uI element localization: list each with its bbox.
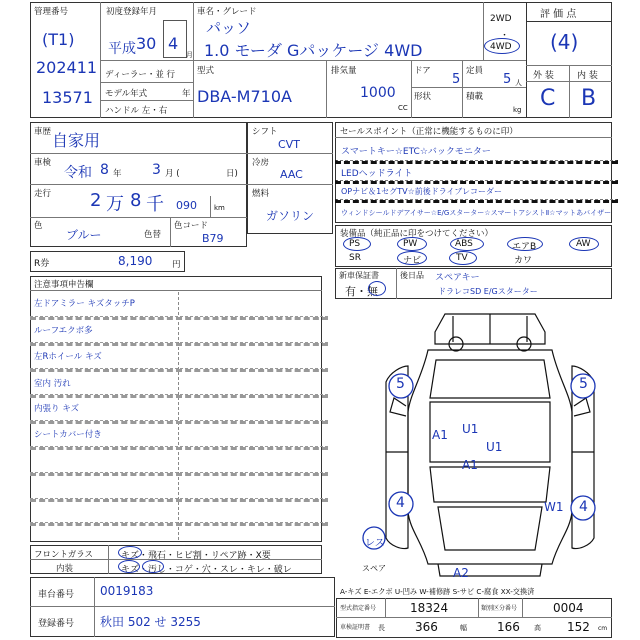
notes-label: 注意事項申告欄: [34, 280, 94, 290]
fuel-label: 燃料: [252, 189, 270, 199]
mark-w1: W1: [544, 500, 564, 514]
doors-value: 5: [452, 72, 461, 87]
car-diagram: [350, 302, 612, 584]
equipment-label: 装備品（純正品に印をつけてください）: [340, 229, 494, 239]
displacement-unit: CC: [398, 104, 408, 112]
mark-5-left: 5: [396, 376, 405, 392]
capacity-label: 定員: [466, 66, 484, 76]
warranty-value: 有・無: [345, 285, 378, 298]
displacement-label: 排気量: [331, 66, 357, 76]
equip-tv: TV: [456, 253, 468, 263]
usage-value: 自家用: [52, 131, 101, 150]
drive-dot: ・: [500, 31, 510, 41]
selling-point-1: スマートキー☆ETC☆バックモニター: [341, 147, 491, 157]
displacement-value: 1000: [360, 85, 396, 101]
circle-tv: [449, 251, 477, 265]
capacity-value: 5: [503, 72, 512, 87]
equip-navi: ナビ: [403, 256, 422, 266]
inspection-era: 令和: [64, 165, 92, 181]
first-reg-era: 平成: [108, 41, 136, 57]
dimensions-prefix: 長: [378, 624, 385, 632]
aftermarket-line2: ドラレコSD E/Gスターター: [438, 287, 538, 296]
model-code-label2: 類別区分番号: [481, 605, 518, 612]
first-reg-label: 初度登録年月: [106, 7, 158, 17]
dimensions-unit: cm: [598, 625, 608, 632]
equip-ps: PS: [349, 239, 361, 249]
equip-pw: PW: [403, 239, 418, 249]
shift-value: CVT: [278, 138, 300, 151]
fuel-value: ガソリン: [266, 209, 315, 223]
color-value: ブルー: [66, 228, 102, 242]
aircon-value: AAC: [280, 168, 303, 181]
note-1: 左ドアミラー キズタッチP: [34, 299, 135, 309]
color-code-label: 色コード: [174, 221, 209, 231]
model-year-label: モデル年式: [105, 89, 148, 99]
warranty-none-circle: [368, 281, 386, 296]
plate-value: 秋田 502 せ 3255: [100, 615, 201, 629]
interior-scratch-circle: [118, 560, 140, 573]
glass-scratch-circle: [118, 546, 142, 559]
doors-label: ドア: [414, 66, 431, 76]
mileage-unit: km: [214, 204, 225, 212]
equip-abs: ABS: [455, 239, 473, 249]
aftermarket-line1: スペアキー: [435, 273, 480, 283]
front-glass-text: キズ・飛石・ヒビ割・リペア跡・X要: [121, 551, 271, 561]
recycle-label: R券: [34, 259, 50, 269]
interior-text: キズ・汚し・コゲ・穴・スレ・キレ・破レ: [121, 565, 292, 575]
first-reg-year: 30: [136, 34, 157, 53]
inspection-day-unit: 日): [226, 169, 238, 179]
mark-4-left: 4: [396, 495, 405, 511]
recycle-value: 8,190: [118, 254, 153, 268]
equip-airbag: エアB: [512, 242, 537, 252]
inspection-label: 車検: [34, 158, 52, 168]
dimensions-h: 152: [567, 620, 590, 634]
model-code-value2: 0004: [553, 601, 584, 615]
shape-label: 形状: [414, 92, 432, 102]
first-reg-month-unit: 月: [186, 51, 193, 59]
management-line3: 13571: [42, 88, 93, 107]
model-label: 型式: [197, 66, 215, 76]
inspection-year: 8: [100, 162, 109, 178]
load-label: 積載: [466, 92, 484, 102]
circle-navi: [397, 251, 427, 265]
chassis-value: 0019183: [100, 584, 154, 598]
mileage-u2: 千: [146, 194, 164, 215]
drive-4wd: 4WD: [490, 42, 512, 52]
selling-point-2: LEDヘッドライト: [341, 169, 413, 179]
aftermarket-label: 後日品: [400, 271, 424, 280]
interior-label: 内装: [56, 564, 74, 574]
equip-leather: カワ: [514, 256, 533, 266]
selling-point-4: ウィンドシールドデアイサー☆E/Gスターター☆スマートアシストⅡ☆マットあバイザー: [341, 209, 612, 217]
mark-u1-lower: U1: [486, 440, 503, 454]
mark-u1-upper: U1: [462, 422, 479, 436]
mark-4-right: 4: [579, 499, 588, 515]
dimensions-l: 366: [415, 620, 438, 634]
note-7: シートカバー付き: [34, 430, 102, 440]
selling-points-label: セールスポイント（正常に機能するものに印）: [340, 127, 518, 137]
management-line1: (T1): [42, 30, 75, 49]
load-unit: kg: [513, 106, 522, 114]
recycle-block: [30, 251, 185, 272]
plate-label: 登録番号: [38, 619, 75, 629]
dimensions-label: 車検証明書: [340, 624, 371, 631]
car-name-label: 車名・グレード: [197, 7, 257, 17]
color-label: 色: [34, 221, 43, 231]
inspection-month: 3: [152, 162, 161, 178]
mileage-label: 走行: [34, 189, 52, 199]
mark-a1-lower: A1: [462, 458, 478, 472]
mark-a1-upper: A1: [432, 428, 448, 442]
car-name: パッソ: [206, 19, 252, 37]
management-line2: 202411: [36, 58, 98, 77]
mileage-u1: 万: [106, 194, 124, 215]
drive-4wd-circle: [484, 38, 520, 54]
aircon-label: 冷房: [252, 158, 270, 168]
rating-score: (4): [550, 30, 579, 54]
circle-airbag: [507, 237, 543, 251]
inspection-month-unit: 月 (: [165, 169, 180, 179]
model-value: DBA-M710A: [197, 87, 292, 106]
note-2: ルーフエクボ多: [34, 326, 93, 336]
equip-aw: AW: [576, 239, 591, 249]
mileage-v1: 2: [90, 190, 102, 211]
ext-label: 外 装: [533, 71, 554, 81]
color-code: B79: [202, 232, 224, 245]
shift-label: シフト: [252, 127, 278, 137]
int-grade: B: [581, 86, 597, 111]
mark-5-right: 5: [579, 376, 588, 392]
management-label: 管理番号: [34, 7, 69, 17]
equip-sr: SR: [349, 253, 361, 263]
color-change-label: 色替: [144, 230, 162, 240]
mileage-v3: 090: [176, 199, 197, 212]
circle-pw: [397, 237, 427, 251]
circle-abs: [450, 237, 484, 251]
handle-label: ハンドル 左・右: [105, 106, 168, 116]
mark-spare-none: レス: [365, 538, 385, 549]
model-code-value1: 18324: [410, 601, 449, 615]
spare-label: スペア: [362, 564, 386, 573]
note-5: 室内 汚れ: [34, 379, 71, 389]
note-6: 内張り キズ: [34, 404, 80, 414]
car-grade: 1.0 モーダ Gパッケージ 4WD: [204, 41, 423, 60]
recycle-unit: 円: [172, 260, 181, 270]
mark-a2: A2: [453, 566, 469, 580]
model-year-unit: 年: [182, 89, 191, 99]
rating-label: 評 価 点: [540, 9, 577, 20]
dimensions-h-label: 高: [534, 624, 541, 632]
warranty-label: 新車保証書: [339, 271, 379, 280]
drive-2wd: 2WD: [490, 14, 512, 24]
damage-legend: A-キズ E-エクボ U-凹み W-補修跡 S-サビ C-腐食 XX-交換済: [340, 587, 535, 596]
interior-dirt-circle: [142, 560, 164, 573]
first-reg-month: 4: [168, 34, 179, 53]
note-4: 左Rホイール キズ: [34, 352, 102, 362]
ext-grade: C: [540, 86, 556, 111]
capacity-unit: 人: [515, 79, 522, 87]
circle-ps: [343, 237, 371, 251]
inspection-year-unit: 年: [113, 169, 122, 179]
mileage-v2: 8: [130, 190, 142, 211]
model-code-label1: 型式指定番号: [340, 605, 377, 612]
circle-aw: [569, 237, 599, 251]
selling-point-3: OPナビ＆1セグTV☆前後ドライブレコーダー: [341, 187, 502, 196]
front-glass-label: フロントガラス: [34, 550, 93, 560]
int-label: 内 装: [577, 71, 598, 81]
usage-label: 車歴: [34, 127, 52, 137]
chassis-label: 車台番号: [38, 590, 75, 600]
dimensions-w: 166: [497, 620, 520, 634]
dealer-label: ディーラー・並 行: [105, 70, 176, 80]
dimensions-w-label: 幅: [460, 624, 467, 632]
